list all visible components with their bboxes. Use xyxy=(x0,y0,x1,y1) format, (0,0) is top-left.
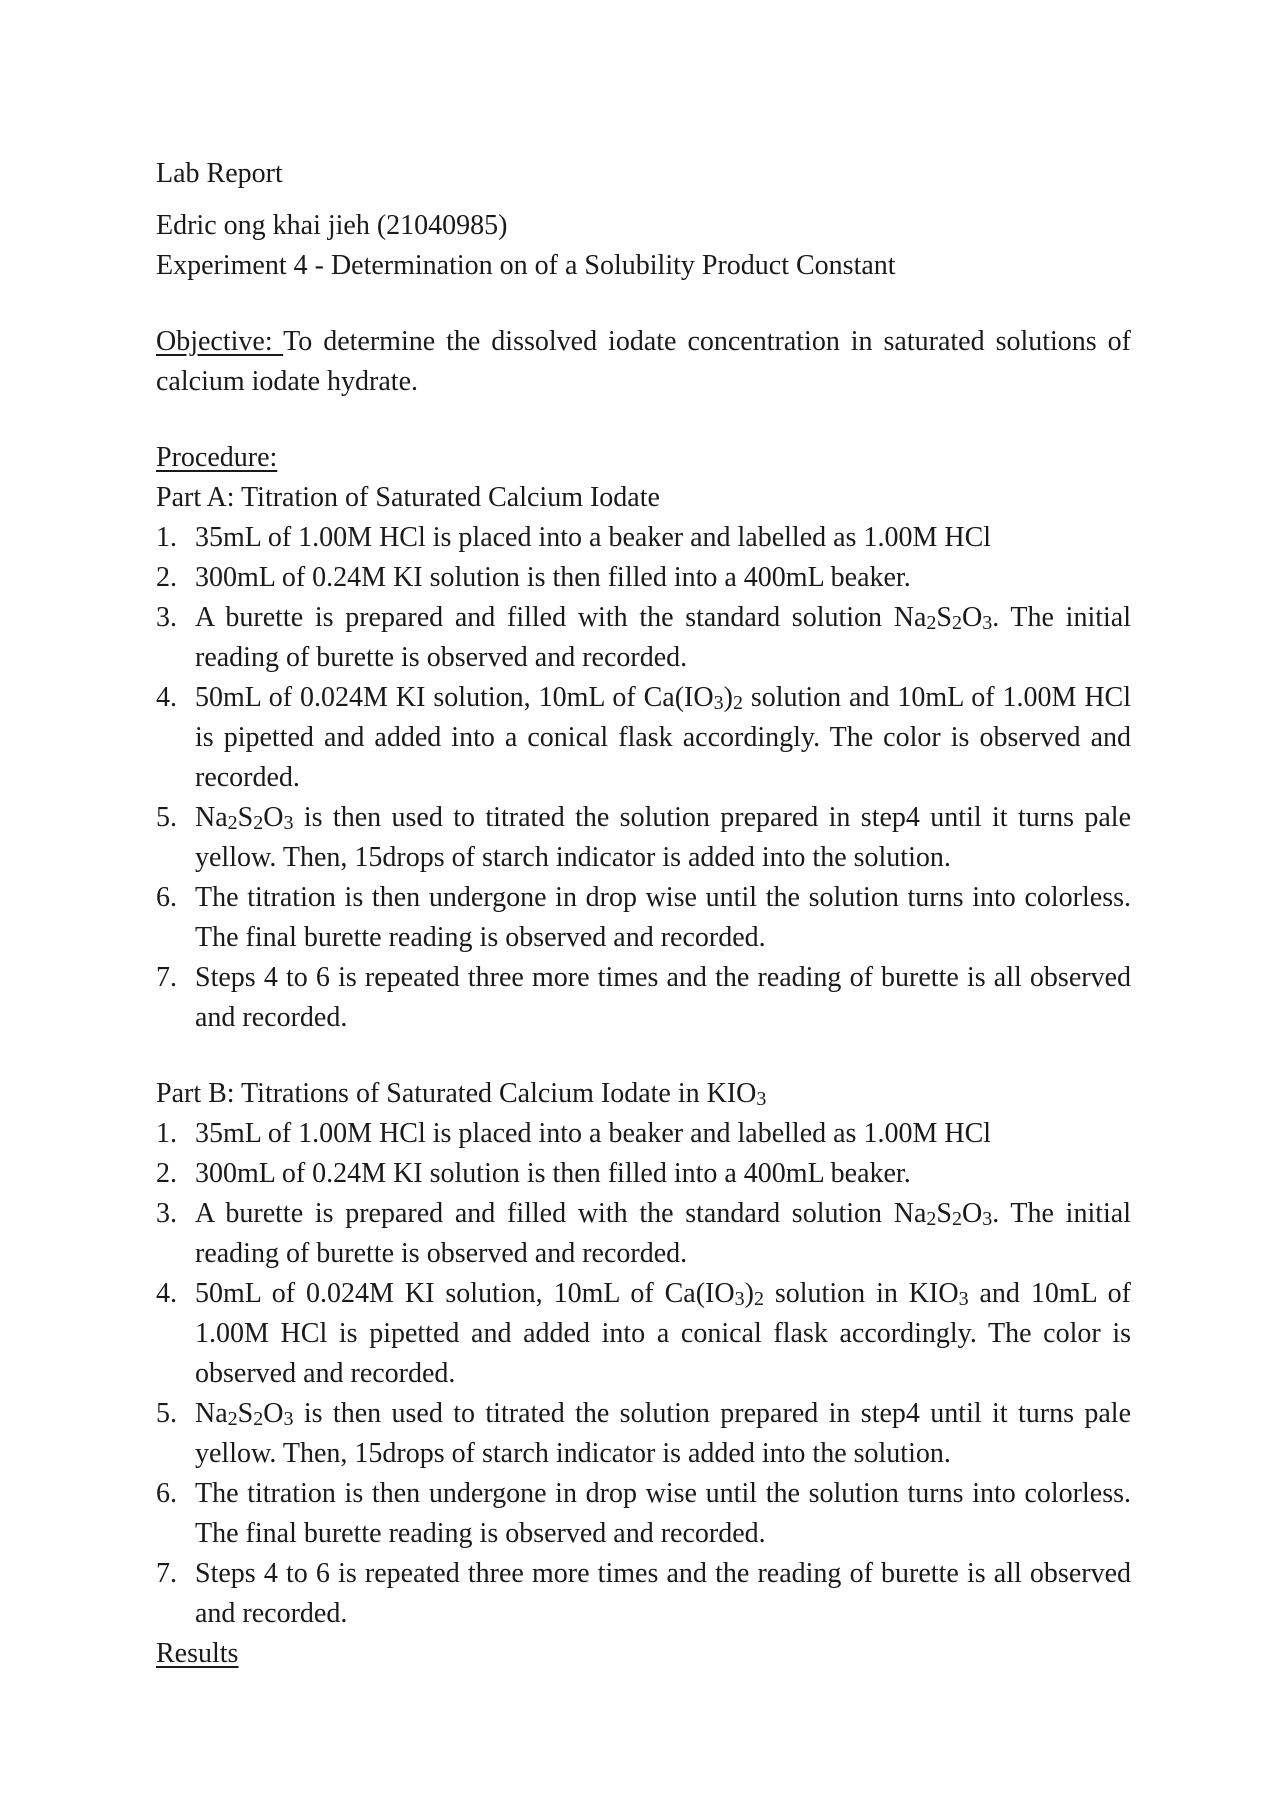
list-item: 1. 35mL of 1.00M HCl is placed into a beaker and labelled as 1.00M HCl xyxy=(156,1118,992,1149)
list-item: 2. 300mL of 0.24M KI solution is then filled into a 400mL beaker. xyxy=(156,562,911,593)
document-body xyxy=(156,154,1131,1674)
objective-label: Objective: xyxy=(156,326,284,357)
experiment-title: Experiment 4 - Determination on of a Solubility Product Constant xyxy=(156,250,896,281)
list-item: 7. Steps 4 to 6 is repeated three more times and the reading of burette is all observed and recorded. xyxy=(156,1558,1131,1629)
list-item: 5. $Na_2S_2O_3$ is then used to titrated the solution prepared in step4 until it turns pale yellow. Then, 15drops of starch indicator is added into the solution. xyxy=(156,1398,1131,1469)
part-a-heading: Part A: Titration of Saturated Calcium Iodate xyxy=(156,482,660,513)
list-item: 2. 300mL of 0.24M KI solution is then filled into a 400mL beaker. xyxy=(156,1158,911,1189)
list-item: 7. Steps 4 to 6 is repeated three more times and the reading of burette is all observed and recorded. xyxy=(156,962,1131,1033)
objective-paragraph xyxy=(156,322,1131,402)
list-item: 3. A burette is prepared and filled with the standard solution $Na_2S_2O_3$. The initial reading of burette is observed and recorded. xyxy=(156,602,1131,673)
report-title: Lab Report xyxy=(156,158,283,189)
objective-text: To determine the dissolved iodate concentration in saturated solutions of calcium iodate hydrate. xyxy=(156,326,1131,397)
list-item: 5. $Na_2S_2O_3$ is then used to titrated the solution prepared in step4 until it turns pale yellow. Then, 15drops of starch indicator is added into the solution. xyxy=(156,802,1131,873)
author-line: Edric ong khai jieh (21040985) xyxy=(156,210,508,241)
list-item: 6. The titration is then undergone in drop wise until the solution turns into colorless. The final burette reading is observed and recorded. xyxy=(156,1478,1131,1549)
part-b-steps xyxy=(156,1114,1131,1634)
part-a-steps xyxy=(156,518,1131,1038)
procedure-heading: Procedure: xyxy=(156,442,278,473)
list-item: 4. 50mL of 0.024M KI solution, 10mL of $Ca(IO_3)_2$ solution in $KIO_3$ and 10mL of 1.00M HCl is pipetted and added into a conical flask accordingly. The color is observed and recorded. xyxy=(156,1278,1131,1389)
list-item: 4. 50mL of 0.024M KI solution, 10mL of $Ca(IO_3)_2$ solution and 10mL of 1.00M HCl is pipetted and added into a conical flask accordingly. The color is observed and recorded. xyxy=(156,682,1132,793)
list-item: 1. 35mL of 1.00M HCl is placed into a beaker and labelled as 1.00M HCl xyxy=(156,522,992,553)
list-item: 6. The titration is then undergone in drop wise until the solution turns into colorless. The final burette reading is observed and recorded. xyxy=(156,882,1131,953)
list-item: 3. A burette is prepared and filled with the standard solution $Na_2S_2O_3$. The initial reading of burette is observed and recorded. xyxy=(156,1198,1131,1269)
part-b-heading: Part B: Titrations of Saturated Calcium Iodate in $KIO_3$ xyxy=(156,1078,767,1110)
results-heading: Results xyxy=(156,1638,239,1669)
